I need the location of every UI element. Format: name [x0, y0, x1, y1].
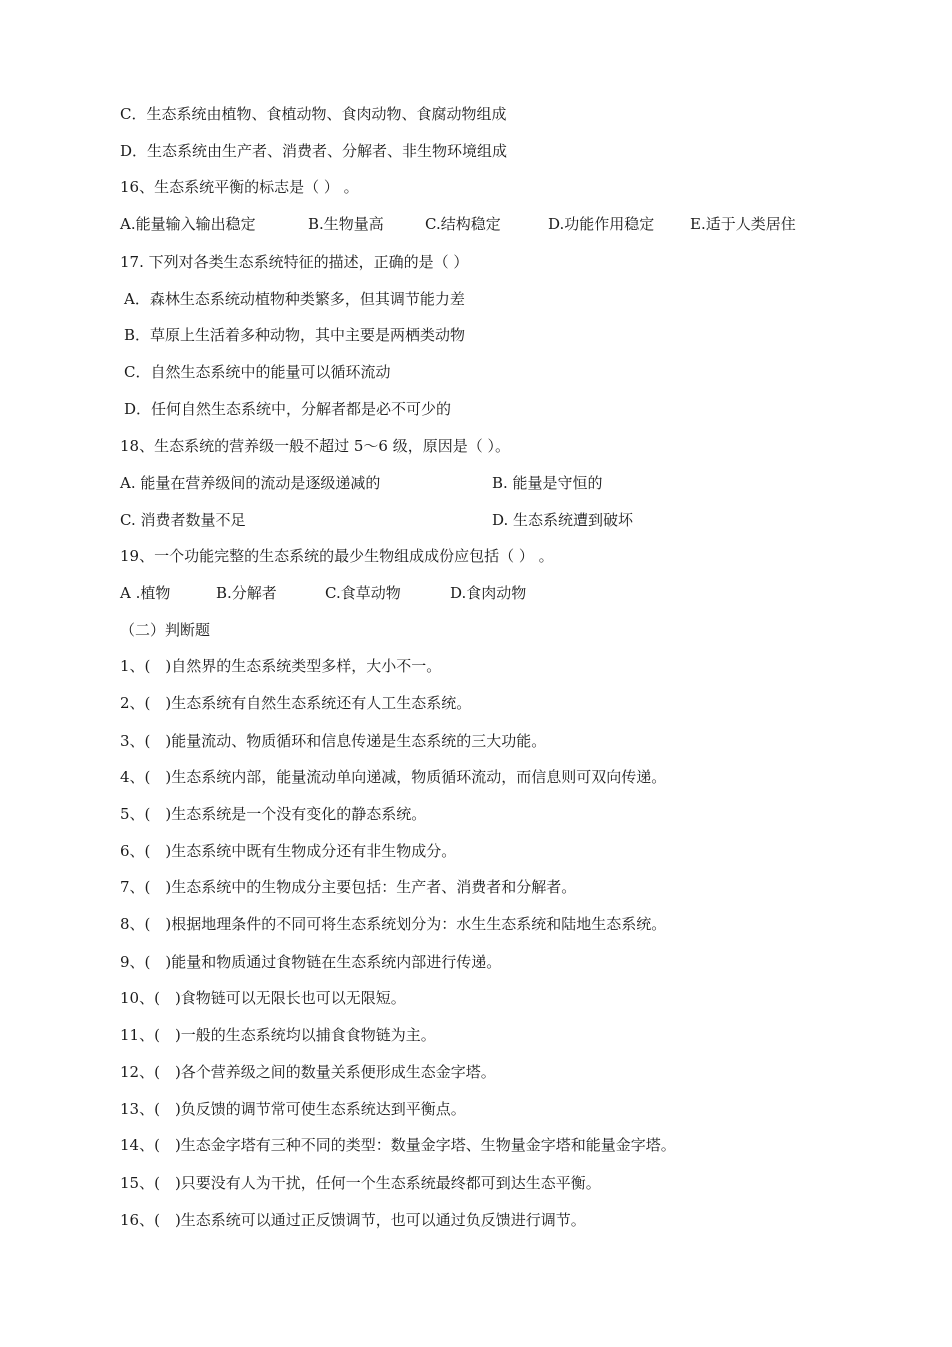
q19-option-b: B.分解者 — [216, 584, 277, 602]
q16-option-e: E.适于人类居住 — [690, 215, 796, 233]
judgment-item: 4、( )生态系统内部，能量流动单向递减，物质循环流动，而信息则可双向传递。 — [120, 768, 667, 786]
q15-option-c: C．生态系统由植物、食植动物、食肉动物、食腐动物组成 — [120, 105, 507, 123]
q19-stem: 19、一个功能完整的生态系统的最少生物组成成份应包括（ ） 。 — [120, 547, 554, 565]
judgment-item: 12、( )各个营养级之间的数量关系便形成生态金字塔。 — [120, 1063, 496, 1081]
q17-option-a: A．森林生态系统动植物种类繁多，但其调节能力差 — [124, 290, 465, 308]
q16-options — [120, 214, 820, 234]
section-title: （二）判断题 — [120, 621, 211, 639]
judgment-item: 1、( )自然界的生态系统类型多样，大小不一。 — [120, 657, 442, 675]
q16-option-d: D.功能作用稳定 — [548, 215, 655, 233]
judgment-item: 7、( )生态系统中的生物成分主要包括：生产者、消费者和分解者。 — [120, 878, 577, 896]
q18-option-a: A. 能量在营养级间的流动是逐级递减的 — [120, 474, 381, 492]
judgment-item: 2、( )生态系统有自然生态系统还有人工生态系统。 — [120, 694, 472, 712]
judgment-item: 10、( )食物链可以无限长也可以无限短。 — [120, 989, 406, 1007]
judgment-item: 14、( )生态金字塔有三种不同的类型：数量金字塔、生物量金字塔和能量金字塔。 — [120, 1136, 676, 1154]
q15-option-d: D．生态系统由生产者、消费者、分解者、非生物环境组成 — [120, 142, 508, 160]
judgment-item: 5、( )生态系统是一个没有变化的静态系统。 — [120, 805, 427, 823]
q16-option-c: C.结构稳定 — [425, 215, 501, 233]
q18-option-d: D. 生态系统遭到破坏 — [492, 511, 634, 529]
q18-option-b: B. 能量是守恒的 — [492, 474, 603, 492]
judgment-item: 15、( )只要没有人为干扰，任何一个生态系统最终都可到达生态平衡。 — [120, 1174, 601, 1192]
q16-option-b: B.生物量高 — [308, 215, 384, 233]
judgment-item: 3、( )能量流动、物质循环和信息传递是生态系统的三大功能。 — [120, 732, 547, 750]
judgment-item: 16、( )生态系统可以通过正反馈调节，也可以通过负反馈进行调节。 — [120, 1211, 586, 1229]
q18-options-row1 — [120, 473, 760, 493]
judgment-item: 8、( )根据地理条件的不同可将生态系统划分为：水生生态系统和陆地生态系统。 — [120, 915, 667, 933]
q19-options — [120, 583, 640, 603]
q18-options-row2 — [120, 510, 760, 530]
q17-option-d: D．任何自然生态系统中，分解者都是必不可少的 — [124, 400, 452, 418]
q19-option-d: D.食肉动物 — [450, 584, 527, 602]
q16-stem: 16、生态系统平衡的标志是（ ） 。 — [120, 178, 359, 196]
q18-stem: 18、生态系统的营养级一般不超过 5～6 级，原因是（ ）。 — [120, 437, 510, 455]
q17-option-c: C．自然生态系统中的能量可以循环流动 — [124, 363, 391, 381]
q18-option-c: C. 消费者数量不足 — [120, 511, 246, 529]
q17-stem: 17. 下列对各类生态系统特征的描述，正确的是（ ） — [120, 253, 469, 271]
q16-option-a: A.能量输入输出稳定 — [120, 215, 256, 233]
judgment-item: 9、( )能量和物质通过食物链在生态系统内部进行传递。 — [120, 953, 502, 971]
q17-option-b: B．草原上生活着多种动物，其中主要是两栖类动物 — [124, 326, 466, 344]
judgment-item: 13、( )负反馈的调节常可使生态系统达到平衡点。 — [120, 1100, 466, 1118]
q19-option-a: A .植物 — [120, 584, 171, 602]
q19-option-c: C.食草动物 — [325, 584, 401, 602]
judgment-item: 11、( )一般的生态系统均以捕食食物链为主。 — [120, 1026, 436, 1044]
judgment-item: 6、( )生态系统中既有生物成分还有非生物成分。 — [120, 842, 457, 860]
